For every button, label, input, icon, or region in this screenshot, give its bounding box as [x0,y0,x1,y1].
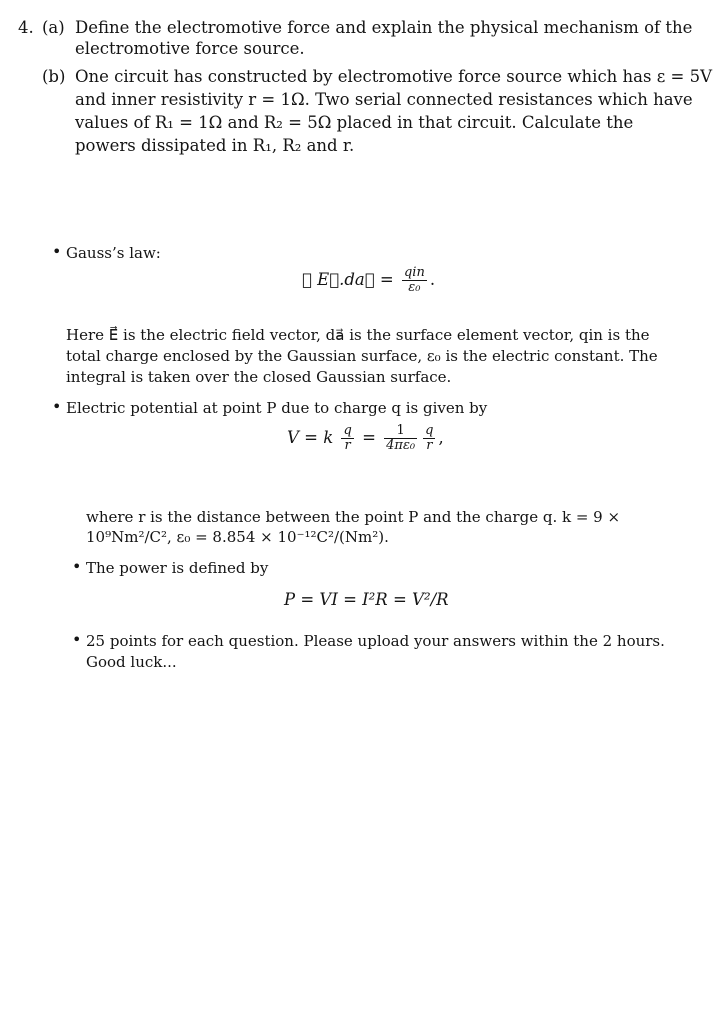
power-title: The power is defined by [86,559,269,577]
points-line-2: Good luck... [86,653,177,671]
potential-frac2-den: 4πε₀ [386,438,416,453]
potential-fraction-3 [423,424,435,453]
potential-equation [287,424,444,453]
part-a-label: (a) [42,18,65,37]
part-b-line-4: powers dissipated in R₁, R₂ and r. [75,136,355,155]
gauss-desc-2: total charge enclosed by the Gaussian surface, ε₀ is the electric constant. The [66,347,658,365]
part-b-label: (b) [42,67,66,86]
potential-frac3-num: q [425,423,434,438]
part-b-line-3: values of R₁ = 1Ω and R₂ = 5Ω placed in that circuit. Calculate the [75,113,634,132]
potential-frac3-den: r [426,438,433,453]
potential-frac1-den: r [344,438,351,453]
part-b-line-1: One circuit has constructed by electromotive force source which has ε = 5V [75,67,713,86]
bullet-dot: • [72,630,82,649]
part-b-line-2: and inner resistivity r = 1Ω. Two serial connected resistances which have [75,90,693,109]
question-number: 4. [18,18,34,37]
bullet-dot: • [72,557,82,576]
bullet-dot: • [52,242,62,261]
potential-frac1-num: q [343,423,352,438]
gauss-desc-1: Here E⃗ is the electric field vector, da⃗ is the surface element vector, qin is the [66,326,650,344]
potential-desc-1: where r is the distance between the point P and the charge q. k = 9 × [86,508,621,526]
potential-desc-2: 10⁹Nm²/C², ε₀ = 8.854 × 10⁻¹²C²/(Nm²). [86,528,389,546]
gauss-equation [302,266,435,295]
potential-eq-end: , [438,428,444,447]
gauss-title: Gauss’s law: [66,244,161,262]
power-equation: P = VI = I²R = V²/R [284,590,449,609]
points-line-1: 25 points for each question. Please upload your answers within the 2 hours. [86,632,665,650]
potential-fraction-2 [384,424,417,453]
part-a-line-1: Define the electromotive force and explain the physical mechanism of the [75,18,693,37]
potential-frac2-num: 1 [384,424,417,439]
gauss-fraction [402,266,427,295]
gauss-eq-left: ∮ E⃗.da⃗ = [302,270,394,289]
potential-title: Electric potential at point P due to charge q is given by [66,399,488,417]
part-a-line-2: electromotive force source. [75,39,305,58]
bullet-dot: • [52,397,62,416]
potential-eq-left: V = k [287,428,334,447]
gauss-eq-end: . [429,270,436,289]
gauss-frac-den: ε₀ [408,280,421,295]
gauss-desc-3: integral is taken over the closed Gaussian surface. [66,368,452,386]
gauss-frac-num: qin [403,265,425,280]
potential-fraction-1 [341,424,353,453]
potential-eq-equals: = [362,428,376,447]
